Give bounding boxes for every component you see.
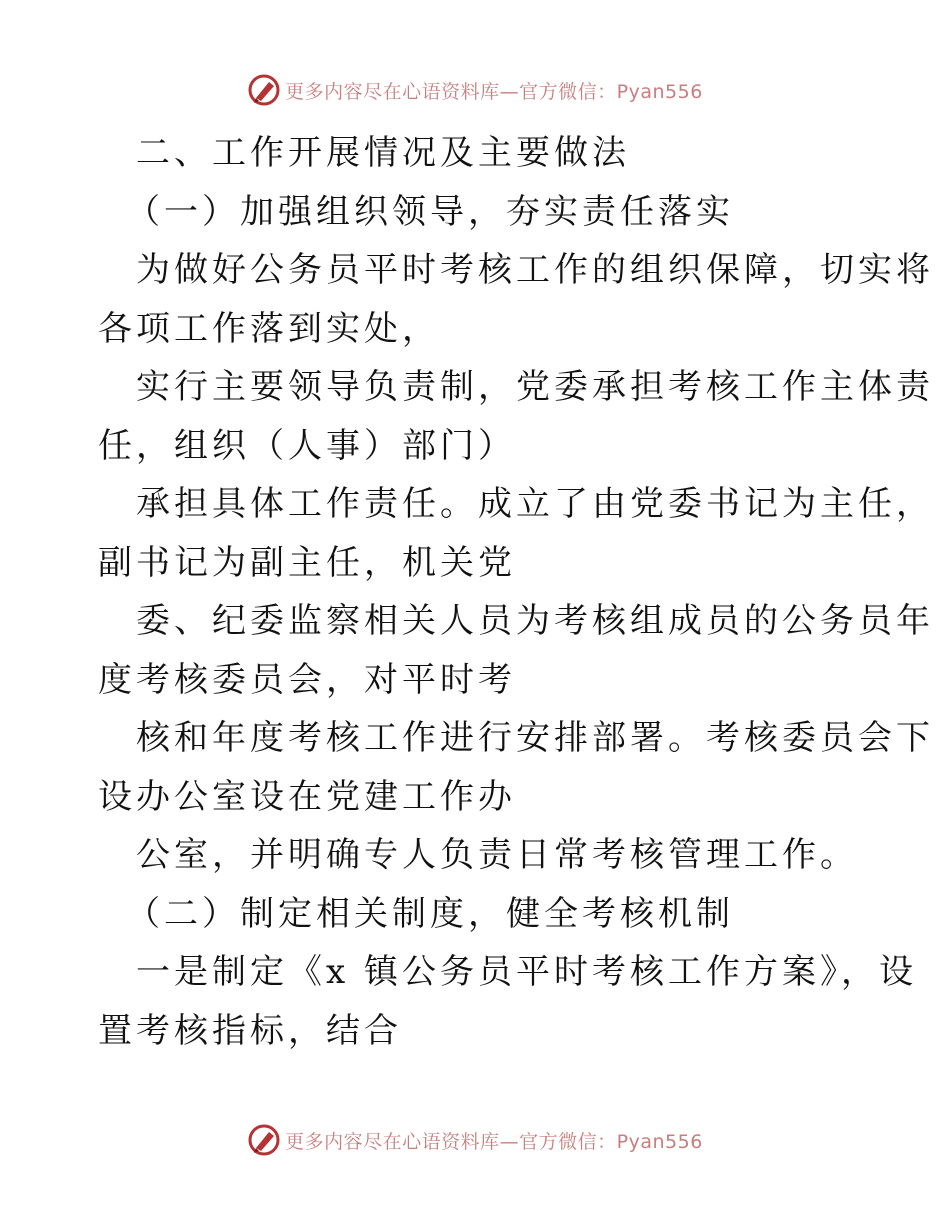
subsection-heading: （一）加强组织领导，夯实责任落实	[126, 191, 734, 232]
paragraph-line: 委、纪委监察相关人员为考核组成员的公务员年	[136, 601, 934, 641]
paragraph-line: 承担具体工作责任。成立了由党委书记为主任，	[136, 484, 934, 524]
pen-logo-icon	[247, 73, 281, 107]
paragraph-line: 实行主要领导负责制，党委承担考核工作主体责	[136, 367, 934, 407]
paragraph-line: 各项工作落到实处，	[98, 308, 440, 349]
document-body	[98, 124, 934, 1060]
paragraph-line: 任，组织（人事）部门）	[98, 425, 516, 466]
banner-text: 更多内容尽在心语资料库—官方微信：Pyan556	[285, 80, 703, 103]
section-heading: 二、工作开展情况及主要做法	[136, 133, 630, 173]
header-banner	[0, 70, 950, 110]
paragraph-line: 副书记为副主任，机关党	[98, 542, 516, 583]
paragraph-line: 核和年度考核工作进行安排部署。考核委员会下	[136, 718, 934, 758]
paragraph-line: 设办公室设在党建工作办	[98, 776, 516, 817]
pen-logo-icon	[247, 1123, 281, 1157]
footer-banner	[0, 1120, 950, 1160]
banner-text: 更多内容尽在心语资料库—官方微信：Pyan556	[285, 1130, 703, 1153]
paragraph-line: 公室，并明确专人负责日常考核管理工作。	[136, 835, 858, 875]
subsection-heading: （二）制定相关制度，健全考核机制	[126, 893, 734, 934]
paragraph-line: 度考核委员会，对平时考	[98, 659, 516, 700]
paragraph-line: 置考核指标，结合	[98, 1010, 402, 1051]
paragraph-line: 一是制定《x 镇公务员平时考核工作方案》，设	[136, 952, 917, 992]
paragraph-line: 为做好公务员平时考核工作的组织保障，切实将	[136, 250, 934, 290]
